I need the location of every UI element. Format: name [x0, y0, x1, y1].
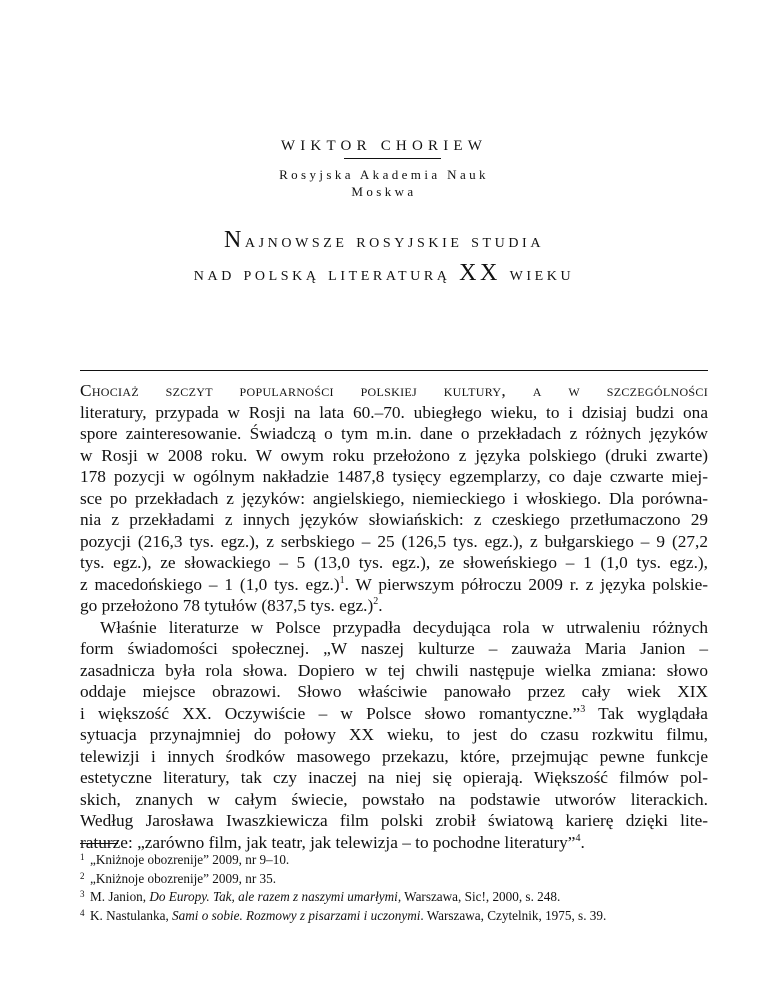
- body-line: literatury, przypada w Rosji na lata 60.–70. ubiegłego wieku, to i dzisiaj budzi ona: [80, 402, 708, 422]
- body-line: spore zainteresowanie. Świadczą o tym m.in. dane o przekładach z różnych języków: [80, 424, 708, 443]
- body-line: 178 pozycji w ogólnym nakładzie 1487,8 tysięcy egzemplarzy, co daje czwarte miej-: [80, 467, 708, 486]
- body-line: tys. egz.), ze słowackiego – 5 (13,0 tys. egz.), ze słoweńskiego – 1 (1,0 tys. egz.),: [80, 553, 708, 572]
- body-text: i większość XX. Oczywiście – w Polsce słowo romantyczne.”: [80, 703, 581, 723]
- footnote-book-title: Sami o sobie. Rozmowy z pisarzami i uczonymi: [172, 907, 421, 923]
- footnote-ref-2[interactable]: 2: [373, 596, 379, 608]
- body-line: [80, 832, 708, 854]
- article-title: [0, 224, 768, 290]
- footnote-ref-1[interactable]: 1: [339, 574, 345, 586]
- body-line: Według Jarosława Iwaszkiewicza film polski zrobił światową karierę dzięki lite-: [80, 811, 708, 830]
- body-text: go przełożono 78 tytułów (837,5 tys. egz.): [80, 596, 374, 615]
- footnote-4: [80, 907, 720, 926]
- body-line: [80, 595, 708, 617]
- footnote-number: 4: [80, 907, 85, 918]
- paragraph-2: [80, 617, 708, 854]
- footnote-text: K. Nastulanka,: [90, 907, 173, 923]
- footnote-3: [80, 888, 720, 907]
- author-name: WIKTOR CHORIEW: [280, 138, 488, 154]
- title-line-2-text-b: wieku: [500, 263, 575, 285]
- footnote-1: [80, 851, 720, 870]
- author-affiliation: [0, 166, 768, 200]
- body-text: Tak wyglądała: [585, 703, 708, 723]
- author-divider: [344, 158, 441, 159]
- body-line: sytuacja przynajmniej do połowy XX wieku, to jest do czasu rozkwitu filmu,: [80, 725, 708, 744]
- body-line: pozycji (216,3 tys. egz.), z serbskiego – 25 (126,5 tys. egz.), z bułgarskiego – 9 (27,2: [80, 531, 708, 551]
- footnote-number: 2: [80, 870, 85, 881]
- paragraph-1: [80, 380, 708, 617]
- title-initial: N: [223, 227, 245, 253]
- footnote-book-title: Do Europy. Tak, ale razem z naszymi umarłymi,: [149, 889, 402, 904]
- body-text: z macedońskiego – 1 (1,0 tys. egz.): [80, 574, 340, 594]
- body-line: nia z przekładami z innych języków słowiańskich: z czeskiego przetłumaczono 29: [80, 510, 708, 529]
- footnote-2: [80, 870, 720, 889]
- title-line-1: [0, 224, 768, 257]
- footnote-ref-4[interactable]: 4: [575, 832, 581, 844]
- affiliation-institution: Rosyjska Akademia Nauk: [279, 167, 489, 182]
- body-line: Chociaż szczyt popularności polskiej kultury, a w szczególności: [80, 381, 708, 400]
- body-line: zasadnicza była rola słowa. Dopiero w tej chwili następuje wielka zmiana: słowo: [80, 660, 708, 680]
- body-text: . W pierwszym półroczu 2009 r. z języka polskie-: [344, 574, 708, 594]
- body-text: .: [378, 596, 383, 615]
- footnote-number: 3: [80, 889, 85, 899]
- footnote-text: „Kniżnoje obozrenije” 2009, nr 9–10.: [90, 852, 290, 867]
- footnote-divider: [80, 843, 118, 844]
- title-line-2-century: XX: [459, 260, 501, 286]
- body-text: raturze: „zarówno film, jak teatr, jak telewizja – to pochodne literatury”: [80, 832, 576, 852]
- article-body: [80, 380, 708, 853]
- body-text: .: [580, 832, 585, 852]
- footnote-text: . Warszawa, Czytelnik, 1975, s. 39.: [420, 907, 607, 923]
- body-line: skich, znanych w całym świecie, powstało na podstawie utworów literackich.: [80, 789, 708, 809]
- body-line: w Rosji w 2008 roku. W owym roku przełożono z języka polskiego (druki zwarte): [80, 445, 708, 465]
- affiliation-city: Moskwa: [351, 184, 417, 199]
- footnotes: [80, 851, 720, 925]
- body-line: [80, 574, 708, 596]
- body-line: estetyczne literatury, tak czy inaczej na niej się opierają. Większość filmów pol-: [80, 768, 708, 787]
- title-line-2-text-a: nad polską literaturą: [193, 263, 460, 285]
- body-line: oddaje miejsce obrazowi. Słowo właściwie panowało przez cały wiek XIX: [80, 682, 708, 701]
- footnote-number: 1: [80, 852, 85, 862]
- footnote-text: M. Janion,: [90, 889, 150, 904]
- body-line: form świadomości społecznej. „W naszej kulturze – zauważa Maria Janion –: [80, 639, 708, 658]
- footnote-text: Warszawa, Sic!, 2000, s. 248.: [401, 889, 561, 904]
- section-divider: [80, 370, 708, 371]
- body-line: Właśnie literaturze w Polsce przypadła decydująca rola w utrwaleniu różnych: [100, 617, 708, 637]
- body-line: sce po przekładach z języków: angielskiego, niemieckiego i włoskiego. Dla porówna-: [80, 488, 708, 508]
- footnote-ref-3[interactable]: 3: [580, 703, 586, 715]
- footnote-text: „Kniżnoje obozrenije” 2009, nr 35.: [90, 870, 277, 886]
- body-line: [80, 703, 708, 725]
- title-line-1-text: ajnowsze rosyjskie studia: [244, 230, 545, 252]
- title-line-2: [0, 257, 768, 290]
- body-line: telewizji i innych środków masowego przekazu, które, przejmując pewne funkcje: [80, 746, 708, 766]
